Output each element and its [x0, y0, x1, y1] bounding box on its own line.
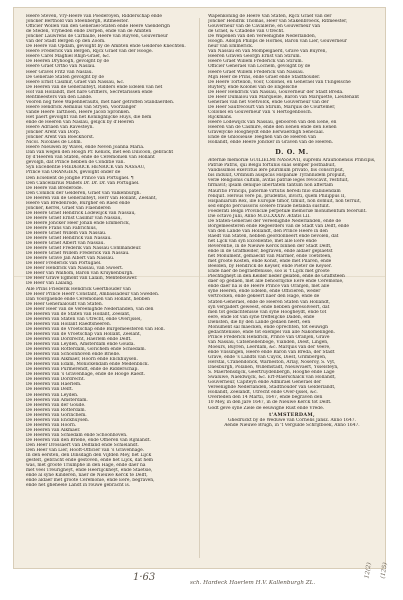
left-text-column [26, 14, 194, 562]
imprint-title: t'AMSTERDAM, [269, 411, 315, 418]
procession-line: ende aldaer met groote Ceremonie, ende Eere, begraven, [26, 478, 155, 484]
epitaph-line: Godt geve syne Ziele de eeuwighe Rust ende Vrede. [208, 405, 325, 411]
procession-line: Dan Voorgaende ende Ceremonien van Hollant, hebben [26, 296, 150, 302]
procession-line: De Heeren van Rotterdam, Gorichem ende Schiedam. [26, 347, 146, 353]
procession-line: Generael van het Voetvolck, ende Gouverneur van der [208, 99, 329, 105]
epitaph-line: Grave, ende 's Landts van Cuyck, Diest, Grimbergen, [208, 355, 327, 361]
procession-line: De Heer Heer van de Vereenighde Nederlanden, van den [26, 306, 154, 312]
archive-stamp-left: 12(2) [363, 562, 373, 579]
procession-line: De Heeren van Alkmaer. [26, 427, 81, 433]
epitaph-line: van den Lande van Hollandt, den Prince Heere in den [208, 228, 328, 234]
epitaph-line: men tot gedachtenisse van syne Hoogheydt, ende tot [208, 309, 327, 315]
procession-line: De Heere van Opdam, gevolght by de Ambten ende Gelderse Knechten. [26, 44, 186, 50]
procession-line: Heeren Graven Georgh Ernst van Stirum. [208, 54, 301, 60]
procession-line: Joncker Hendrik Thomas, Heer van Stakenbroeck, Ritmeester, [208, 19, 348, 25]
procession-line: de Graef, & Citadelle van Utrecht. [208, 29, 285, 35]
handwritten-reference: 1·63 [133, 572, 156, 583]
procession-line: De Heere Graef Hendrick Lodewijck van Nassau, [26, 210, 136, 216]
epitaph-line: Hispaniarum Rex, ille Europæ timor, timuit, non domuit, non terruit, [208, 198, 361, 204]
procession-line: De Heeren van Leyden. [26, 392, 79, 398]
epitaph-line: Raedt van Staten, hebben geordonneert ende bevolen, dat [208, 233, 339, 239]
epitaph-line: Moeurs, Buyren, Leerdam, &c. Marquis van der Veere, [208, 344, 331, 350]
procession-line: ende de Heeren van Naslau, gelijck by d'Heeren [26, 119, 135, 125]
procession-line: Den Heer Drossaert van Delfland ende Schielandt. [26, 442, 139, 448]
procession-line: De Heeren van de Generaliteyt, Herr van Hollant, Zeelant, [26, 195, 157, 201]
procession-line: Den Heer van Lier, Hooft-Officier van 's Gravenhage. [26, 448, 145, 454]
epitaph-line: Prince Frederick Hendrick, Prince van Oranjen, Grave [208, 334, 330, 340]
procession-line: Den Coninck der Gelderen, Graef van Valkenburgh. [26, 190, 141, 196]
procession-line: De Wapenen van den Vereenighde Nederlanden, [208, 34, 317, 40]
epitaph-line: sed empto percussoris scelere fraude nefanda sustulit. [208, 203, 331, 209]
procession-line: Heere Adriaen van Ravesteyn. [26, 125, 94, 131]
procession-line: met veel Treurigheyt, ende Heerlijckheyt, ende Staetsie, [26, 468, 153, 474]
handwritten-note: sch. Hardeck Haerlem H.V. Kallenburgh ZL. [190, 580, 316, 586]
procession-line: neur van Emmerick. [208, 44, 254, 50]
procession-line: Nicol. Nicolaes de Lohm. [26, 140, 82, 146]
epitaph-line: van Nassau, Catsenellenboge, Vianden, Diest, Lingen, [208, 339, 329, 345]
procession-line: Gravelycke Hoogheydt ende Eerwaerdigh Senecaal. [208, 130, 325, 136]
procession-line: De Heere Graef Ernst Casimir van Nassau, [26, 215, 122, 221]
epitaph-line: Daesburgh, Polanen, Willemstadt, Nieuwvaert, Ysselsteyn, [208, 365, 339, 371]
procession-line: De Heere Tortelion, Voor, Collonel, en Generael van t'Engelsche [208, 79, 351, 85]
procession-line: Ende de Ghlooieuse Teeghen van de Heeren van [208, 135, 316, 141]
epitaph-line: reliquit. Herous verè pii, prudentis, invicti, quem Philippus II, [208, 193, 346, 199]
procession-line: De Heer Hendrick van Nassau, van Swoert. [26, 266, 124, 272]
epitaph-line: vertrocken, ende gekeert naer den Hage, ende de [208, 294, 320, 300]
procession-line: De Heeren van Edam, Monickendam ende Medenblick. [26, 362, 149, 368]
procession-line: De Heeren van 's Gravenhage, ende de Hooge Raedt. [26, 372, 145, 378]
epitaph-line: Plechtigheyt in den Kelder neder gelaten, ende de Graffsteen [208, 274, 345, 280]
printed-sheet [14, 8, 385, 568]
procession-line: Collonel en Gouverneur van 's Hertogenbosch. [208, 109, 313, 115]
procession-line: De Heer Generaaloudt van Staten. [26, 301, 104, 307]
epitaph-text [208, 158, 376, 410]
procession-line: De Heeren van Haerlem. [26, 382, 82, 388]
procession-line: De Heere Frans van Fabrichius, [26, 225, 98, 231]
procession-line: ende al syne Kinderen, naer de Nieuwe Kerck te Delft, [26, 473, 148, 479]
procession-line: De Heeren van den Brielle, ende Offieren van Rijnlandt. [26, 437, 151, 443]
procession-line: De Heeren van Dordrecht. [26, 377, 85, 383]
imprint-text [208, 418, 376, 428]
epitaph-line: bis induxit, Ordinum auspiciis Hispaniæ Tyrannidem propulit, [208, 173, 347, 179]
procession-line: De Heeren van de Vroetschap van Hollant, Zeelant, [26, 331, 142, 337]
procession-line: Prince van ORANGIEN, gevolght onder de [26, 170, 121, 176]
archive-stamps [360, 563, 394, 591]
epitaph-line: Herstal, Cranendonck, Warneston, Arlay, Noseroy, S. Vyt, [208, 360, 336, 366]
epitaph-line: Overleden den 14 Martii, 1647, ende begraven den [208, 395, 323, 401]
procession-line: De Heeren van de Generaliteyt, Ridders ende Edelen van het [26, 84, 163, 90]
right-column-procession-list [208, 14, 376, 145]
procession-line: De Heeren van Alkmaer, Hoorn ende Enckhuysen. [26, 357, 138, 363]
procession-line: De Heere Grave Jan Albert van Nassau. [26, 256, 115, 262]
procession-line: gestelt, gebracht ende gestoven, ende het Lijck, dat hem [26, 458, 153, 464]
procession-line: De Heere van Brederode. [26, 185, 83, 191]
epitaph-title: D. O. M. [275, 148, 309, 157]
epitaph-line: Hollandt, Zeelandt, Utrecht ende Over-Ijssel, &c. [208, 390, 318, 396]
procession-line: De Heeren van Rotterdam. [26, 407, 86, 413]
procession-line: Heere Graef Willem Frederick van Nassau. [208, 69, 305, 75]
procession-line: was, met groote Triumphe in den Hage, ende daer na [26, 463, 146, 469]
procession-line: Heere van Bredenrode, Burgher en Raed ende [26, 200, 130, 206]
archive-stamp-right: (125) [379, 562, 389, 579]
procession-line: Joncker Berthold van Steenbergh, Ritmeester. [26, 19, 129, 25]
procession-line: De Heeren van Schiedam ende Schoonhoven. [26, 432, 128, 438]
procession-line: Dan van wegen den Hoogh Pr. Kenick, met een Dilicoon, gebracht [26, 150, 174, 156]
epitaph-line: Staten-Generael, ende de Heeren Staten van Hollandt, [208, 299, 331, 305]
epitaph-line: Foederati Belgii Provinciæ perpetuæ memoriæ monumentum fecerunt. [208, 208, 367, 214]
procession-line: Rijckmans. [208, 114, 233, 120]
procession-line: De Heeren van Staten van Utrecht, ende Overijssel, [26, 316, 142, 322]
procession-line: Heere Graef Ortho van Naslau. [26, 64, 96, 70]
procession-line: De Heer Frederick van Portugael. [26, 261, 102, 267]
epitaph-line: Gouverneur, Capiteyn ende Admirael Generael der [208, 380, 322, 386]
procession-line: Alle Prins Friederik Hendrick Geerthouder van [26, 286, 131, 292]
procession-line: Het paert gevolght van het Koninghlijcke Huys, die hem [26, 114, 152, 120]
procession-line: Rentmeesters van den Lande. [26, 94, 93, 100]
procession-line: De Heer van Walhom, Baron van Kruykenburgh. [26, 271, 134, 277]
epitaph-line: Æternæ memoriæ GUILIELMI NASSOVII, supremi Araufionensis Principis, [208, 158, 376, 164]
procession-line: De Heere Graef Albert van Nassau. [26, 241, 105, 247]
procession-line: De Heer Hendrick van Nassau, Gouverneur der Stadt Breda. [208, 89, 344, 95]
procession-line: Officier Wollen van den Generael-Staten ende Heere Vaenderigh [26, 24, 170, 30]
epitaph-line: ende in de Graffkelder, begraven, ende aldaer geplaetst [208, 249, 333, 255]
procession-line: De Heere Graef Hendrick van Nassau. [26, 236, 112, 242]
procession-line: by d'Heeren van Staten, ende de Ceremonien van Hollant [26, 155, 155, 161]
procession-line: De Heeren van de Staten van Hollant, Zeelant, [26, 311, 131, 317]
procession-line: de Steden, Vryheden ende Dorpen, ende van de Ambten [26, 29, 152, 35]
epitaph-line: syne Heeren, ende Edelen, ende Officieren, weder [208, 289, 321, 295]
procession-line: De Heeren van Gorinchem. [26, 412, 87, 418]
epitaph-line: Reverentie, in de Nieuwe Kerck binnen der Stadt Delft, [208, 244, 332, 250]
procession-line: Hollandt, ende Heere Joncker in Graven van de Heeren. [208, 140, 334, 146]
procession-line: Wapenkoning de Heere Van Staten, Rijcx Graef van der [208, 14, 332, 19]
procession-line: Den Cancellarius Mahefs Dr. Dr. Dr. van Portugael. [26, 180, 140, 186]
procession-line: Syn Excellentie FREDERICK HENRICK van NASSAU, [26, 165, 146, 171]
procession-line: Officier Generael van Lochem, gevolght by de [208, 64, 311, 70]
procession-line: gevolgh, dat Prince hebben de Conditie van. [26, 160, 125, 166]
procession-line: De Heeren van Schoonhoven ende Brielle. [26, 352, 121, 358]
epitaph-line: het Lijck van syn Excellentie, met alle Eere ende [208, 238, 317, 244]
procession-line: De Heere Graef Frederik van Nassau Commandeur. [26, 246, 142, 252]
epitaph-line: firmavit; ipsam denique libertatem tantum non affertam [208, 183, 333, 189]
epitaph-line: Beelden, by Hendrick de Keyser, ende Pieter de Keyser. [208, 264, 332, 270]
column-gutter [199, 18, 200, 558]
procession-line: Hoogh. Adolph Philips de Hornes, Baron van Lier, Gouverneur [208, 39, 347, 45]
right-text-column [208, 14, 376, 562]
procession-line: Heere Hendrick Aemilius van Stryen, Voorzanger [26, 104, 137, 110]
procession-line: De Heeren van Delft. [26, 387, 74, 393]
procession-line: Joncker Lauwrens de Carbaille, Heere van Ruyven, Gouverneur [26, 34, 168, 40]
procession-line: De Heeren van Amsterdam. [26, 397, 88, 403]
procession-line: De Heere Graef Willem Frederick van Nassau. [26, 251, 130, 257]
epitaph-line: Validissimos exercitus ære plurimum privato, bis conscripsit, [208, 168, 345, 174]
procession-line: De Heeren van Hollant Raedtsheeren. [26, 321, 112, 327]
procession-line: Hof van Hollandt, met hare Griffiers, Secretarissen ende [26, 89, 153, 95]
epitaph-line: Die octavo Julii, Anno M.D.LXXXIV. Ætatis LII. [208, 213, 311, 219]
imprint-line: Ghedruckt by de Weduwe van Cornelis Jansz. Anno 1647. [228, 417, 356, 423]
procession-line: Ruytery, ende Kolonel van de Engelsche [208, 84, 298, 90]
epitaph-line: Ende naer de begraeffenisse, soo is 't Lijck met groote [208, 269, 330, 275]
epitaph-line: veræ Religionis cultum, avitas patriæ leges revocavit, restituit, [208, 178, 349, 184]
procession-line: vande Heere Tarthoen, Heere Jacob Spronken. [26, 109, 131, 115]
procession-line: De Heer Grave Egmont van Lalain, Mentebouwer. [26, 276, 138, 282]
epitaph-line: Swaluwe, Naeldwijck, &c. Erf-Maerschalck van Hollandt, [208, 375, 336, 381]
epitaph-line: 10 Mey, in den Jare 1647, in de Nieuwe Kerck tot Delft. [208, 400, 332, 406]
procession-line: De Heeren Dryhoogh, gevolght by de [26, 59, 109, 65]
epitaph-line: Vereenighde Nederlanden, Stadthouder van Gelderlandt, [208, 385, 336, 391]
procession-line: De Heer van Lalaing. [26, 281, 74, 287]
procession-line: De Heeren van Leyden, Amsterdam ende Gouda. [26, 342, 135, 348]
epitaph-line: eere, ende lof van syne treffelijcke Daden, ende [208, 314, 315, 320]
epitaph-line: ende daer na is de Heere Prince van Oranjen, met alle [208, 284, 330, 290]
epitaph-line: syn vergadert geweest, ende hebben geresolveert, dat [208, 304, 330, 310]
imprint-line: Aende Nieuwe Brugh, in 't Vergulde Schrijfboek, Anno 1647. [224, 422, 360, 428]
epitaph-line: het Monument, gemaeckt van Marmer, ende Toetsteen, [208, 254, 332, 260]
procession-line: Heeren van de Casmire, ende den Eenen ende den Eenen [208, 125, 337, 131]
epitaph-line: Borgemeesteren ende Regeerders van de Stadt van Delft, ende [208, 223, 350, 229]
procession-line: Joncker Arent van Dorp. [26, 130, 81, 136]
epitaph-line: De Staten-Generael der Vereenighde Nederlanden, ende de [208, 218, 341, 224]
procession-line: De Heer Prince Heerr Constant, Ambassadeur van Sweden. [26, 291, 160, 297]
epitaph-line: Diensten, die hy den Lande gedaen heeft, een [208, 319, 311, 325]
epitaph-line: Patriæ Patris, qui Belgii fortunis suas semper posthabuit, [208, 163, 336, 169]
procession-line: De Heeren van Hoorn. [26, 422, 77, 428]
procession-line: Heere Frederick van Bergen, Rijcx Graef van der Hooge. [26, 49, 153, 55]
epitaph-line: gedachtenisse, ende tot exempel van alle Nakomelingen. [208, 329, 335, 335]
procession-line: Heere Ernst Casimir, Graef van Nassau, &c. [26, 79, 125, 85]
procession-line: De Generale Staten gevolght by de [26, 74, 104, 80]
procession-line: Joncker, Kerrel, Graef van Flaenderen [26, 205, 111, 211]
procession-line: Heere Carel Maghiel Rhijn-Graef, &c. [26, 54, 111, 60]
procession-line: De Heere Graef Willem van Nassau. [26, 231, 107, 237]
procession-line: Heere Lodewijck van Nassau, gebooren van den Eene, en [208, 119, 337, 125]
procession-line: ende het gheheele Landt in rouwe gebracht is. [26, 483, 131, 489]
epitaph-line: Monument sal maecken, ende oprechten, tot eeuwigh [208, 324, 328, 330]
procession-line: van der Stadt Bergen op den Zoom. [26, 39, 106, 45]
procession-line: In den eersten, den Dinsdagh den Vijfden Mey, het Lijck [26, 453, 152, 459]
procession-line: De Heer Sautrecourt van Stirum, Marquis de Courtemer, [208, 104, 336, 110]
procession-line: Heere Steven, Vry-Heere van Poederoyen, Ridderschap ende [26, 14, 162, 19]
procession-line: Heere Graef Willem Frederick van Stirum. [208, 59, 303, 65]
epitaph-line: daer op gedaen, met alle behoorlijcke Eere ende Ceremonie, [208, 279, 344, 285]
epitaph-line: met groote Kosten, ende Konst, ende met Pilaren, ende [208, 259, 332, 265]
procession-line: Joncker Arent van Boeckhorst. [26, 135, 95, 141]
procession-line: Heere Nieuwen by Wavel, ende Neven Joanna Maria. [26, 145, 145, 151]
procession-line: Heer Gravel Fritz van Naslau. [26, 69, 93, 75]
procession-line: Den Ecsellent de jonghe Prince van Portugael. ¶ [26, 175, 134, 181]
procession-line: Vooren nog twee Wapenheraults, met haer getroffen Standaerden. [26, 99, 175, 105]
procession-line: De Heeren van de Vroetschap ende Burgemeesteren van Holl. [26, 326, 165, 332]
procession-line: De Heeren van Purmerendt, ende de Ridderschap. [26, 367, 139, 373]
epitaph-line: ende Vlissingen, Heere ende Baron van Breda, der Stadt [208, 350, 335, 355]
procession-line: De Heer Dumalou van Marquelle, Baron van Marquette, Lieutenant [208, 94, 360, 100]
epitaph-line: Mauritio Principi, paternæ virtutis heredi filio stabiliendam [208, 188, 341, 194]
procession-line: Gouverneur van de Cavallerie, en Gouverneur van [208, 24, 321, 30]
procession-line: De Heere Joncker Heer Johan ende Emmerick, [26, 220, 131, 226]
procession-line: De Heeren van Dordrecht, Haerlem ende Delft. [26, 337, 132, 342]
epitaph-line: S. Maertensdijck, Geertruydenbergh, Hooghe ende Lage [208, 370, 335, 376]
procession-line: Mijn Heer de Prins, ende Graef ende Stadthouder. [208, 74, 321, 80]
procession-line: De Heeren van der Goude. [26, 402, 86, 408]
procession-line: Van Nassau en van Mompelgaerd, Grave van Buyren, [208, 49, 327, 55]
procession-line: De Heeren van Enckhuysen. [26, 417, 90, 423]
